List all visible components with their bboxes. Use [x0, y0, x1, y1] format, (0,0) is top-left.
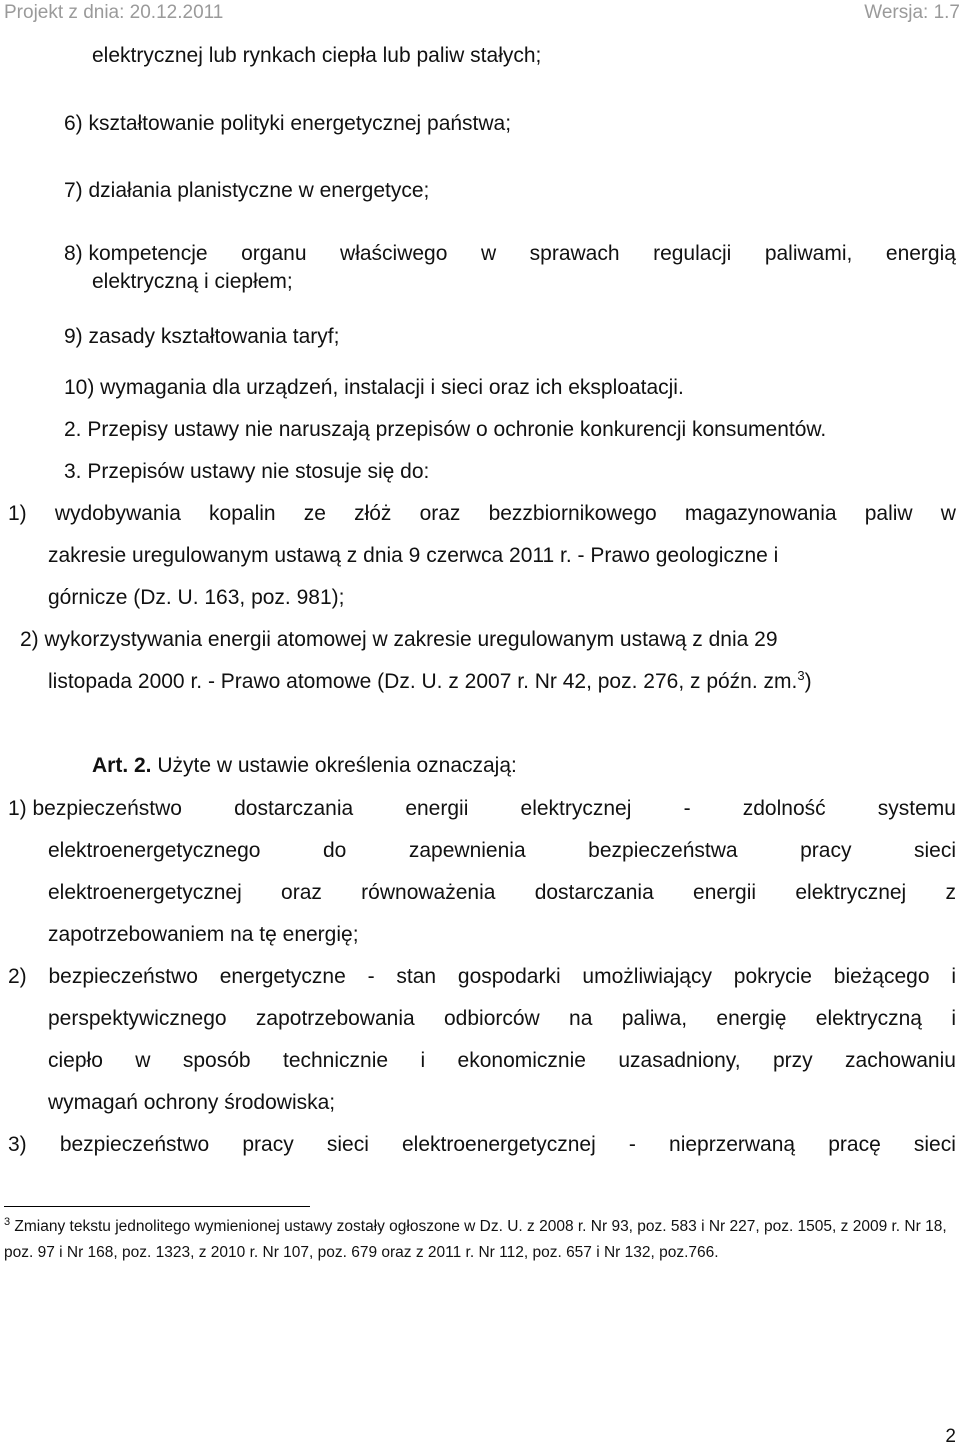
word: bezpieczeństwo	[59, 1133, 210, 1156]
word: paliw	[864, 502, 913, 525]
word: do	[323, 839, 347, 862]
word: elektrycznej	[520, 797, 632, 820]
article-2-heading	[92, 753, 517, 779]
word: sieci	[913, 1133, 956, 1156]
word: elektroenergetycznej	[48, 881, 242, 904]
text-line-18	[48, 880, 956, 906]
word: pracę	[828, 1133, 881, 1156]
word: dostarczania	[534, 881, 654, 904]
word: paliwami,	[764, 242, 853, 265]
footnote-text: Zmiany tekstu jednolitego wymienionej ustawy zostały ogłoszone w Dz. U. z 2008 r. Nr 93, poz. 583 i Nr 227, poz. 1505, z 2009 r. Nr 18, poz. 97 i Nr 168, poz. 1323, z 2010 r. Nr 107, poz. 679 oraz z 2011 r. Nr 112, poz. 657 i Nr 132, poz.766.	[4, 1218, 947, 1261]
word: zachowaniu	[845, 1049, 956, 1072]
text-line-11: zakresie uregulowanym ustawą z dnia 9 czerwca 2011 r. - Prawo geologiczne i	[48, 544, 779, 567]
word: odbiorców	[444, 1007, 540, 1030]
word: z	[945, 881, 956, 904]
word: ze	[303, 502, 326, 525]
word: energii	[693, 881, 757, 904]
word: elektroenergetycznej	[401, 1133, 596, 1156]
text-line-16	[8, 796, 956, 822]
footnote-ref: 3	[797, 668, 805, 683]
word: w	[940, 502, 956, 525]
word: sposób	[182, 1049, 251, 1072]
word: równoważenia	[361, 881, 496, 904]
text-line-14-main: listopada 2000 r. - Prawo atomowe (Dz. U. z 2007 r. Nr 42, poz. 276, z późn. zm.	[48, 670, 798, 693]
text-line-6: 9) zasady kształtowania taryf;	[64, 325, 340, 348]
text-line-7: 10) wymagania dla urządzeń, instalacji i sieci oraz ich eksploatacji.	[64, 376, 684, 399]
text-line-8: 2. Przepisy ustawy nie naruszają przepisów o ochronie konkurencji konsumentów.	[64, 418, 827, 441]
word: oraz	[281, 881, 322, 904]
word: elektryczną	[815, 1007, 922, 1030]
text-line-14-end: )	[804, 670, 812, 693]
word: perspektywicznego	[48, 1007, 227, 1030]
text-line-5: elektryczną i ciepłem;	[92, 270, 293, 293]
word: i	[951, 1007, 956, 1030]
text-line-20	[8, 964, 956, 990]
word: i	[951, 965, 956, 988]
text-line-14	[48, 669, 812, 695]
word: uzasadniony,	[618, 1049, 741, 1072]
word: pokrycie	[733, 965, 812, 988]
word: energetyczne	[219, 965, 346, 988]
text-line-13: 2) wykorzystywania energii atomowej w zakresie uregulowanym ustawą z dnia 29	[20, 628, 778, 651]
word: systemu	[877, 797, 956, 820]
word: 2)	[8, 965, 27, 988]
footnote	[4, 1214, 956, 1266]
word: -	[367, 965, 375, 988]
word: magazynowania	[684, 502, 837, 525]
word: gospodarki	[457, 965, 561, 988]
word: właściwego	[340, 242, 448, 265]
word: kopalin	[209, 502, 276, 525]
word: na	[569, 1007, 593, 1030]
word: 8) kompetencje	[64, 242, 208, 265]
word: przy	[772, 1049, 813, 1072]
footnote-separator	[4, 1206, 310, 1207]
word: elektroenergetycznego	[48, 839, 261, 862]
word: nieprzerwaną	[669, 1133, 796, 1156]
footnote-number: 3	[4, 1215, 11, 1228]
word: energią	[885, 242, 956, 265]
text-line-17	[48, 838, 956, 864]
word: bieżącego	[833, 965, 930, 988]
word: ciepło	[48, 1049, 103, 1072]
text-line-12: górnicze (Dz. U. 163, poz. 981);	[48, 586, 345, 609]
word: bezpieczeństwo	[48, 965, 198, 988]
text-line-9: 3. Przepisów ustawy nie stosuje się do:	[64, 460, 430, 483]
word: stan	[396, 965, 437, 988]
word: pracy	[242, 1133, 294, 1156]
word: wydobywania	[54, 502, 181, 525]
word: umożliwiający	[582, 965, 712, 988]
word: dostarczania	[234, 797, 354, 820]
word: ekonomicznie	[457, 1049, 586, 1072]
word: energię	[716, 1007, 787, 1030]
word: -	[628, 1133, 636, 1156]
text-line-22	[48, 1048, 956, 1074]
text-line-2: 6) kształtowanie polityki energetycznej państwa;	[64, 112, 512, 135]
word: technicznie	[282, 1049, 389, 1072]
word: zdolność	[742, 797, 826, 820]
version-label: Wersja: 1.7	[864, 2, 960, 23]
word: sprawach	[529, 242, 620, 265]
word: energii	[405, 797, 469, 820]
word: 3)	[8, 1133, 27, 1156]
text-line-24	[8, 1132, 956, 1158]
word: oraz	[419, 502, 461, 525]
text-line-21	[48, 1006, 956, 1032]
word: sieci	[326, 1133, 369, 1156]
word: 1) bezpieczeństwo	[8, 797, 182, 820]
word: paliwa,	[621, 1007, 688, 1030]
word: zapotrzebowania	[255, 1007, 415, 1030]
word: bezzbiornikowego	[488, 502, 657, 525]
text-line-3: 7) działania planistyczne w energetyce;	[64, 179, 430, 202]
word: pracy	[800, 839, 852, 862]
word: regulacji	[653, 242, 732, 265]
page-number: 2	[945, 1426, 956, 1447]
text-line-10	[8, 501, 956, 527]
word: bezpieczeństwa	[588, 839, 738, 862]
article-intro: Użyte w ustawie określenia oznaczają:	[151, 754, 517, 777]
word: -	[683, 797, 691, 820]
project-date: Projekt z dnia: 20.12.2011	[4, 2, 224, 23]
article-label: Art. 2.	[92, 754, 152, 777]
word: zapewnienia	[408, 839, 526, 862]
text-line-19: zapotrzebowaniem na tę energię;	[48, 923, 359, 946]
word: 1)	[8, 502, 27, 525]
word: i	[420, 1049, 426, 1072]
word: złóż	[354, 502, 392, 525]
word: w	[480, 242, 497, 265]
word: w	[135, 1049, 151, 1072]
word: sieci	[913, 839, 956, 862]
text-line-23: wymagań ochrony środowiska;	[48, 1091, 336, 1114]
word: elektrycznej	[795, 881, 907, 904]
page-header	[0, 0, 960, 26]
text-line-1: elektrycznej lub rynkach ciepła lub paliw stałych;	[92, 44, 542, 67]
text-line-4	[64, 241, 956, 267]
word: organu	[241, 242, 307, 265]
